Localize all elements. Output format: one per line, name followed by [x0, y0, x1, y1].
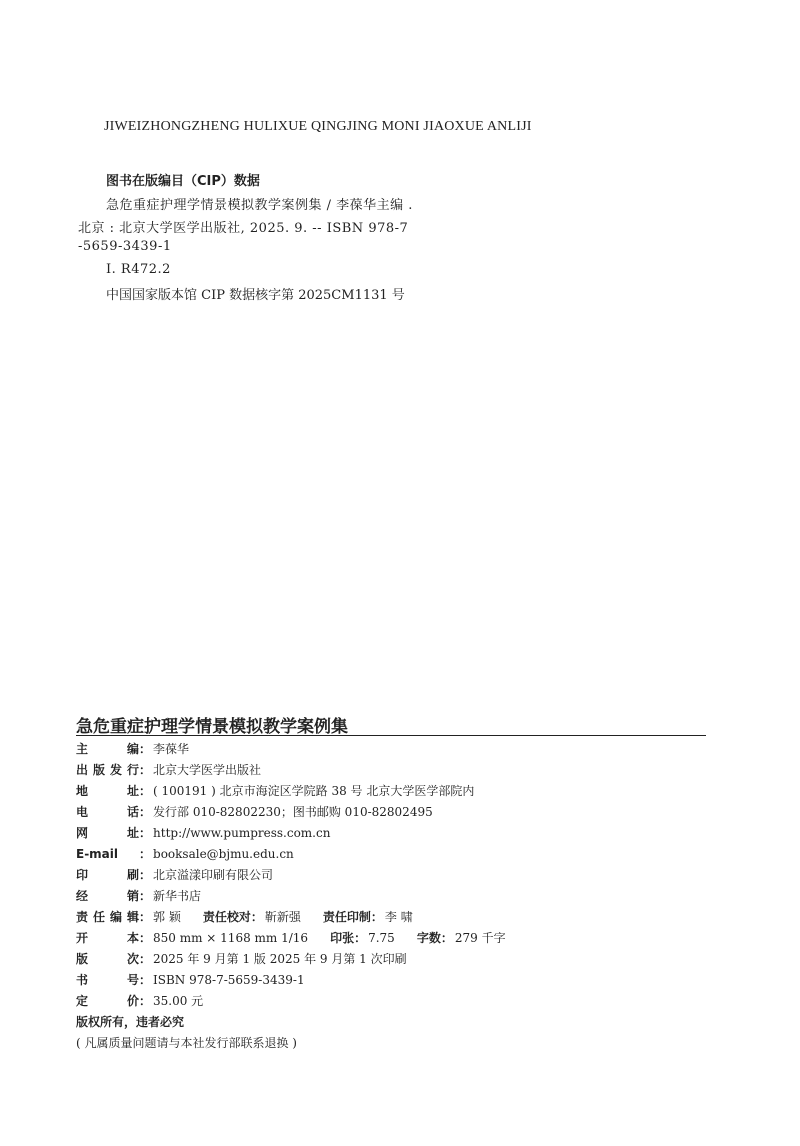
format-row: 开本 ： 850 mm × 1168 mm 1/16 印张 ： 7.75 字数 ： 279 千字: [76, 930, 506, 945]
phone-label: 电话: [76, 805, 139, 819]
publisher-value: 北京大学医学出版社: [153, 763, 262, 777]
price-value: 35.00 元: [153, 994, 204, 1008]
printer-value: 北京溢漾印刷有限公司: [153, 868, 274, 882]
cip-block: [0, 0, 800, 320]
publisher-row: 出版发行 ： 北京大学医学出版社: [76, 763, 262, 777]
responsible-editor-value: 郭 颖: [153, 910, 181, 924]
proofreader-value: 靳新强: [264, 910, 301, 924]
cip-number: 中国国家版本馆 CIP 数据核字第 2025CM1131 号: [106, 288, 405, 303]
cip-entry-line-1: 急危重症护理学情景模拟教学案例集 / 李葆华主编 .: [106, 198, 413, 213]
editor-row: 主编 ： 李葆华: [76, 742, 190, 756]
website-link[interactable]: http://www.pumpress.com.cn: [153, 825, 331, 840]
address-value: ( 100191 ) 北京市海淀区学院路 38 号 北京大学医学部院内: [153, 784, 475, 798]
isbn-row: 书号 ： ISBN 978-7-5659-3439-1: [76, 972, 305, 987]
email-row: E-mail ： booksale@bjmu.edu.cn: [76, 846, 294, 861]
phone-row: 电话 ： 发行部 010-82802230；图书邮购 010-82802495: [76, 805, 433, 819]
address-label: 地址: [76, 784, 139, 798]
colophon-details: [76, 738, 716, 1053]
print-supervisor-label: 责任印制: [322, 910, 371, 924]
editor-value: 李葆华: [153, 742, 190, 756]
copyright-notice: 版权所有，违者必究: [76, 1015, 185, 1029]
website-label: 网址: [76, 826, 139, 840]
print-supervisor-value: 李 啸: [384, 910, 413, 924]
printer-row: 印刷 ： 北京溢漾印刷有限公司: [76, 868, 274, 882]
distributor-row: 经销 ： 新华书店: [76, 889, 202, 903]
editor-label: 主编: [76, 742, 139, 756]
distributor-value: 新华书店: [153, 889, 202, 903]
email-label: E-mail: [76, 846, 119, 861]
edition-value: 2025 年 9 月第 1 版 2025 年 9 月第 1 次印刷: [153, 952, 407, 966]
address-row: 地址 ： ( 100191 ) 北京市海淀区学院路 38 号 北京大学医学部院内: [76, 784, 475, 798]
distributor-label: 经销: [76, 889, 139, 903]
isbn-value: ISBN 978-7-5659-3439-1: [153, 972, 305, 987]
format-label: 开本: [76, 931, 139, 945]
edition-label: 版次: [76, 952, 139, 966]
sheets-label: 印张: [330, 931, 355, 945]
edition-row: 版次 ： 2025 年 9 月第 1 版 2025 年 9 月第 1 次印刷: [76, 952, 407, 966]
phone-value: 发行部 010-82802230；图书邮购 010-82802495: [153, 805, 433, 819]
cip-entry-line-3: -5659-3439-1: [78, 239, 172, 254]
printer-label: 印刷: [76, 868, 139, 882]
pinyin-title: JIWEIZHONGZHENG HULIXUE QINGJING MONI JIAOXUE ANLIJI: [104, 119, 532, 134]
cip-heading: 图书在版编目（CIP）数据: [106, 174, 260, 189]
publisher-label: 出版发行: [76, 763, 139, 777]
email-link[interactable]: booksale@bjmu.edu.cn: [153, 846, 294, 861]
word-count-value: 279 千字: [454, 931, 506, 945]
website-row: 网址 ： http://www.pumpress.com.cn: [76, 825, 331, 840]
proofreader-label: 责任校对: [202, 910, 251, 924]
price-row: 定价 ： 35.00 元: [76, 994, 204, 1008]
colophon-title: 急危重症护理学情景模拟教学案例集: [76, 717, 348, 737]
responsible-editor-label: 责任编辑: [76, 910, 139, 924]
price-label: 定价: [76, 994, 139, 1008]
word-count-label: 字数: [416, 931, 441, 945]
cip-classification: Ⅰ. R472.2: [106, 262, 171, 277]
staff-row: 责任编辑 ： 郭 颖 责任校对 ： 靳新强 责任印制 ： 李 啸: [76, 910, 413, 924]
isbn-label: 书号: [76, 973, 139, 987]
returns-note: ( 凡属质量问题请与本社发行部联系退换 ): [76, 1036, 297, 1050]
cip-entry-line-2: 北京 : 北京大学医学出版社, 2025. 9. -- ISBN 978-7: [78, 221, 409, 236]
sheets-value: 7.75: [368, 930, 395, 945]
format-value: 850 mm × 1168 mm 1/16: [153, 930, 309, 945]
title-rule: [76, 735, 706, 736]
